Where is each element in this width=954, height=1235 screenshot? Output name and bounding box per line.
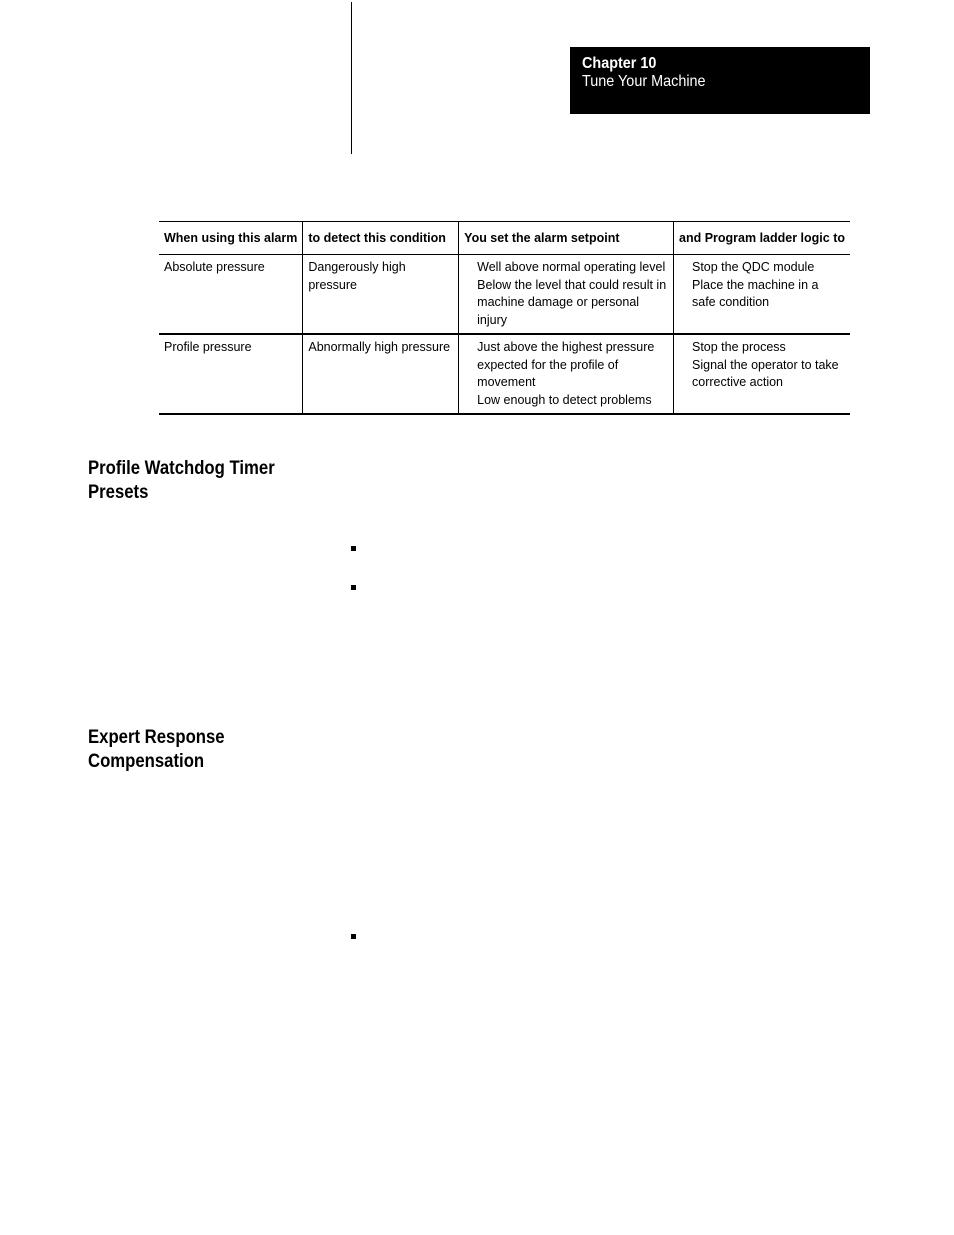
table-cell: Absolute pressure (159, 255, 303, 335)
cell-line: corrective action (692, 375, 784, 389)
section-heading-expert (88, 726, 225, 774)
table-row (159, 334, 850, 414)
cell-line: expected for the profile of movement (477, 357, 619, 389)
cell-line: Place the machine in a (692, 277, 819, 292)
margin-rule (351, 2, 352, 154)
bullet-icon (351, 934, 356, 939)
table-cell: Abnormally high pressure (303, 334, 459, 414)
heading-line: Profile Watchdog Timer (88, 458, 275, 479)
table-cell (459, 255, 674, 335)
table-cell: Dangerously high pressure (303, 255, 459, 335)
chapter-title: Tune Your Machine (582, 73, 706, 90)
alarm-table (159, 221, 850, 415)
cell-line: Low enough to detect problems (477, 392, 652, 407)
column-header: When using this alarm (159, 222, 303, 255)
cell-line: Just above the highest pressure (477, 340, 655, 354)
column-header: and Program ladder logic to (674, 222, 851, 255)
chapter-header (570, 47, 870, 114)
cell-line: Stop the process (692, 340, 786, 354)
chapter-label: Chapter 10 (582, 55, 657, 72)
table-cell (459, 334, 674, 414)
cell-line: machine damage or personal injury (477, 295, 640, 327)
bullet-icon (351, 546, 356, 551)
table-cell: Profile pressure (159, 334, 303, 414)
cell-line: Signal the operator to take (692, 357, 839, 372)
cell-line: safe condition (692, 295, 770, 309)
cell-line: Below the level that could result in (477, 277, 667, 292)
cell-line: Stop the QDC module (692, 260, 815, 274)
heading-line: Presets (88, 482, 149, 503)
table-header-row (159, 222, 850, 255)
heading-line: Expert Response (88, 727, 225, 748)
section-heading-watchdog (88, 457, 275, 505)
column-header: You set the alarm setpoint (459, 222, 674, 255)
heading-line: Compensation (88, 751, 205, 772)
table-cell (674, 334, 851, 414)
column-header: to detect this condition (303, 222, 459, 255)
cell-line: Well above normal operating level (477, 260, 666, 274)
bullet-icon (351, 585, 356, 590)
table-row (159, 255, 850, 335)
table-cell (674, 255, 851, 335)
